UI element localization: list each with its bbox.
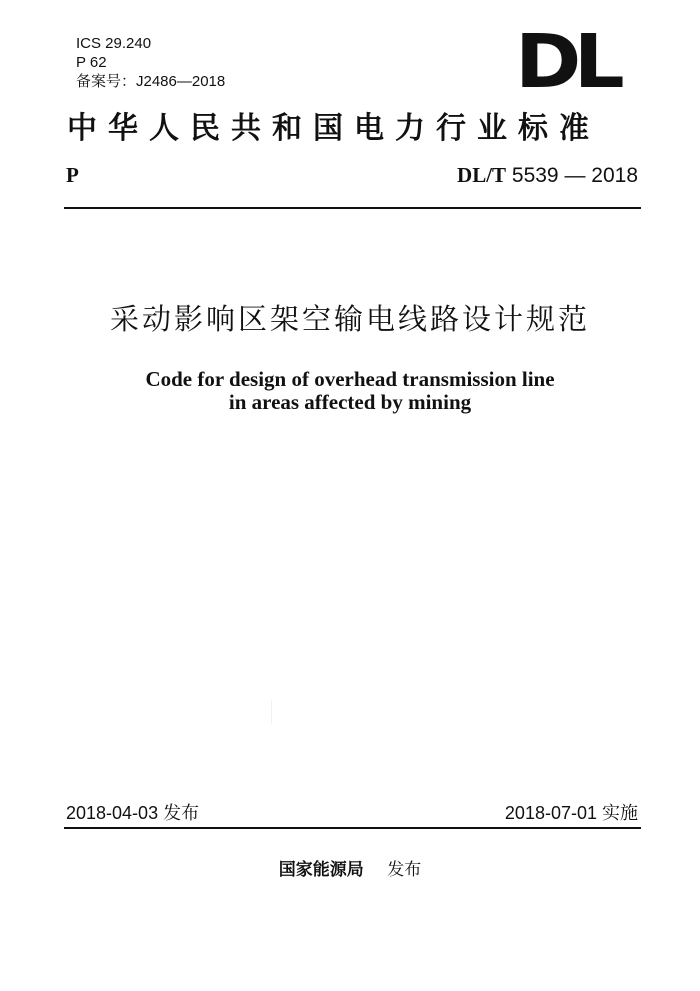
english-title-line-2: in areas affected by mining [228,390,472,414]
document-title-english [0,368,700,414]
issue-date: 2018-04-03 发布 [66,803,200,823]
publisher-action: 发布 [387,860,422,880]
standard-number-prefix: DL/T [457,163,507,187]
implementation-date: 2018-07-01 实施 [504,803,638,823]
publisher-name: 国家能源局 [278,860,364,880]
standard-number-value: 5539 — 2018 [511,164,638,187]
industry-standard-title: 中华人民共和国电力行业标准 [67,111,600,146]
p-classification-code: P 62 [76,54,107,71]
record-number: 备案号：J2486—2018 [76,73,226,90]
dl-logo: DL [515,19,618,105]
top-divider [64,207,641,209]
standard-number [457,163,638,188]
ics-code: ICS 29.240 [76,35,152,52]
scan-mark [271,700,272,724]
catalog-metadata [76,34,225,91]
document-title-chinese: 采动影响区架空输电线路设计规范 [109,302,590,336]
category-code: P [66,163,79,187]
english-title-line-1: Code for design of overhead transmission line [145,367,555,391]
publisher-line [0,858,700,882]
bottom-divider [64,827,641,829]
